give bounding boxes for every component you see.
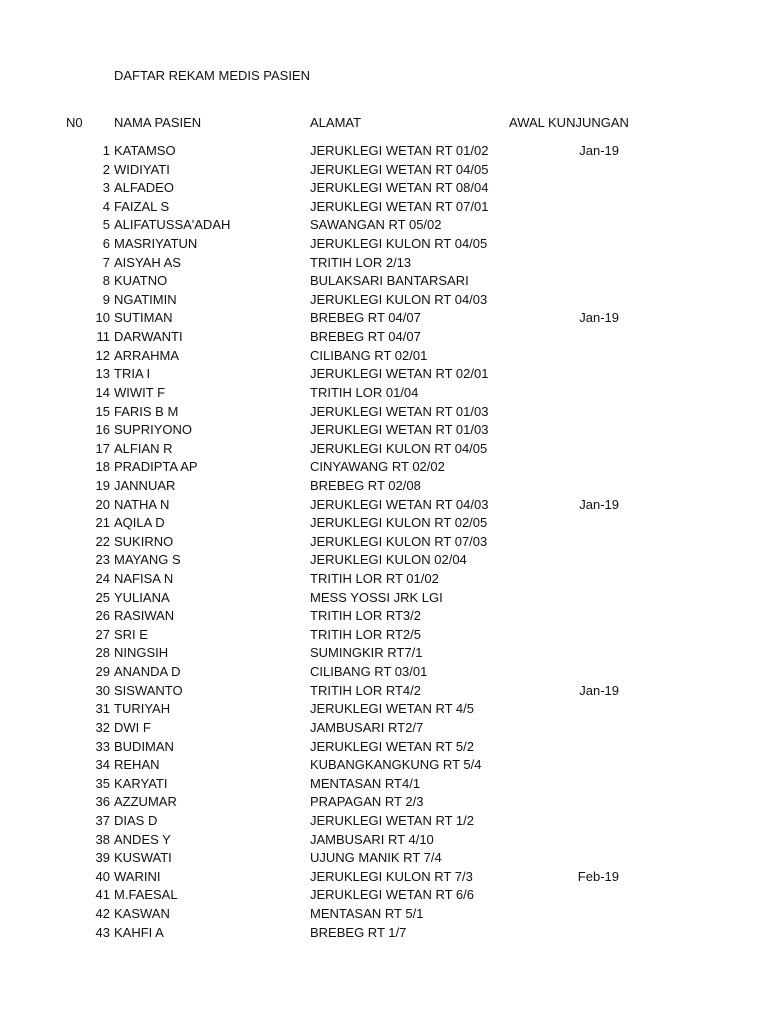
table-row — [0, 514, 768, 533]
row-number: 21 — [95, 515, 110, 531]
patient-name: DIAS D — [114, 812, 158, 828]
patient-address: JERUKLEGI WETAN RT 6/6 — [310, 887, 474, 903]
row-number: 28 — [95, 645, 110, 661]
table-row — [0, 700, 768, 719]
patient-name: MASRIYATUN — [114, 236, 198, 252]
table-row — [0, 440, 768, 459]
patient-address: JAMBUSARI RT 4/10 — [310, 831, 434, 847]
patient-table — [0, 142, 768, 942]
patient-address: MENTASAN RT 5/1 — [310, 905, 424, 921]
patient-name: KUSWATI — [114, 850, 172, 866]
patient-name: WIWIT F — [114, 384, 166, 400]
table-row — [0, 309, 768, 328]
row-number: 14 — [95, 384, 110, 400]
patient-name: YULIANA — [114, 589, 170, 605]
row-number: 24 — [95, 571, 110, 587]
table-row — [0, 533, 768, 552]
table-row — [0, 551, 768, 570]
row-number: 27 — [95, 626, 110, 642]
patient-name: KARYATI — [114, 775, 168, 791]
patient-address: SUMINGKIR RT7/1 — [310, 645, 423, 661]
table-row — [0, 793, 768, 812]
patient-name: AISYAH AS — [114, 254, 181, 270]
patient-name: NAFISA N — [114, 571, 174, 587]
patient-address: BREBEG RT 1/7 — [310, 924, 407, 940]
table-row — [0, 291, 768, 310]
row-number: 18 — [95, 459, 110, 475]
patient-name: JANNUAR — [114, 477, 176, 493]
table-row — [0, 235, 768, 254]
document-title: DAFTAR REKAM MEDIS PASIEN — [114, 68, 310, 83]
patient-address: JERUKLEGI WETAN RT 5/2 — [310, 738, 474, 754]
patient-name: AQILA D — [114, 515, 165, 531]
table-row — [0, 924, 768, 943]
table-row — [0, 384, 768, 403]
first-visit: Jan-19 — [579, 310, 619, 326]
first-visit: Jan-19 — [579, 143, 619, 158]
patient-name: WARINI — [114, 868, 161, 884]
patient-address: JERUKLEGI KULON RT 07/03 — [310, 533, 488, 549]
table-row — [0, 756, 768, 775]
row-number: 16 — [95, 422, 110, 438]
row-number: 19 — [95, 477, 110, 493]
patient-name: SRI E — [114, 626, 148, 642]
patient-address: JERUKLEGI WETAN RT 01/03 — [310, 422, 489, 438]
table-row — [0, 216, 768, 235]
row-number: 30 — [95, 682, 110, 698]
patient-address: KUBANGKANGKUNG RT 5/4 — [310, 757, 482, 773]
row-number: 32 — [95, 719, 110, 735]
row-number: 4 — [102, 198, 110, 214]
row-number: 6 — [102, 236, 110, 252]
row-number: 34 — [95, 757, 110, 773]
patient-address: JERUKLEGI WETAN RT 1/2 — [310, 812, 474, 828]
patient-address: JERUKLEGI KULON RT 04/05 — [310, 236, 488, 252]
patient-name: KATAMSO — [114, 143, 176, 158]
row-number: 25 — [95, 589, 110, 605]
table-row — [0, 607, 768, 626]
table-row — [0, 682, 768, 701]
patient-name: BUDIMAN — [114, 738, 174, 754]
table-row — [0, 272, 768, 291]
table-row — [0, 663, 768, 682]
patient-name: TURIYAH — [114, 701, 171, 717]
patient-name: PRADIPTA AP — [114, 459, 198, 475]
row-number: 15 — [95, 403, 110, 419]
row-number: 41 — [95, 887, 110, 903]
patient-address: JERUKLEGI WETAN RT 02/01 — [310, 366, 489, 382]
patient-name: NATHA N — [114, 496, 170, 512]
patient-name: FAIZAL S — [114, 198, 170, 214]
header-nama-pasien: NAMA PASIEN — [114, 115, 202, 130]
patient-name: SUPRIYONO — [114, 422, 193, 438]
patient-address: JERUKLEGI KULON RT 04/03 — [310, 291, 488, 307]
table-row — [0, 570, 768, 589]
patient-address: CINYAWANG RT 02/02 — [310, 459, 445, 475]
patient-name: SUKIRNO — [114, 533, 174, 549]
patient-address: JERUKLEGI WETAN RT 04/05 — [310, 161, 489, 177]
row-number: 39 — [95, 850, 110, 866]
patient-name: ARRAHMA — [114, 347, 180, 363]
row-number: 23 — [95, 552, 110, 568]
row-number: 17 — [95, 440, 110, 456]
patient-address: TRITIH LOR RT2/5 — [310, 626, 422, 642]
row-number: 20 — [95, 496, 110, 512]
first-visit: Feb-19 — [577, 868, 619, 884]
table-row — [0, 347, 768, 366]
patient-address: JERUKLEGI WETAN RT 4/5 — [310, 701, 474, 717]
patient-name: REHAN — [114, 757, 160, 773]
patient-address: BULAKSARI BANTARSARI — [310, 273, 469, 289]
row-number: 9 — [102, 291, 110, 307]
row-number: 12 — [95, 347, 110, 363]
patient-name: KUATNO — [114, 273, 168, 289]
patient-name: ALFIAN R — [114, 440, 173, 456]
patient-address: BREBEG RT 04/07 — [310, 310, 421, 326]
patient-address: BREBEG RT 02/08 — [310, 477, 421, 493]
row-number: 5 — [102, 217, 110, 233]
row-number: 36 — [95, 794, 110, 810]
patient-name: ANANDA D — [114, 664, 181, 680]
patient-address: JAMBUSARI RT2/7 — [310, 719, 424, 735]
patient-address: JERUKLEGI WETAN RT 01/03 — [310, 403, 489, 419]
table-row — [0, 328, 768, 347]
table-row — [0, 738, 768, 757]
patient-name: ALFADEO — [114, 180, 174, 196]
patient-address: UJUNG MANIK RT 7/4 — [310, 850, 442, 866]
row-number: 13 — [95, 366, 110, 382]
row-number: 38 — [95, 831, 110, 847]
table-row — [0, 812, 768, 831]
patient-name: M.FAESAL — [114, 887, 178, 903]
table-row — [0, 589, 768, 608]
patient-name: SUTIMAN — [114, 310, 173, 326]
row-number: 7 — [102, 254, 110, 270]
table-row — [0, 868, 768, 887]
row-number: 33 — [95, 738, 110, 754]
table-row — [0, 496, 768, 515]
table-row — [0, 849, 768, 868]
header-awal-kunjungan: AWAL KUNJUNGAN — [509, 115, 629, 130]
patient-address: JERUKLEGI WETAN RT 04/03 — [310, 496, 489, 512]
row-number: 35 — [95, 775, 110, 791]
patient-name: RASIWAN — [114, 608, 175, 624]
patient-name: DWI F — [114, 719, 151, 735]
row-number: 1 — [102, 143, 110, 158]
row-number: 31 — [95, 701, 110, 717]
patient-name: WIDIYATI — [114, 161, 170, 177]
row-number: 43 — [95, 924, 110, 940]
row-number: 2 — [102, 161, 110, 177]
patient-address: TRITIH LOR RT3/2 — [310, 608, 422, 624]
patient-address: JERUKLEGI KULON RT 02/05 — [310, 515, 488, 531]
table-row — [0, 421, 768, 440]
patient-address: TRITIH LOR RT 01/02 — [310, 571, 439, 587]
patient-name: ALIFATUSSA'ADAH — [114, 217, 231, 233]
patient-name: DARWANTI — [114, 329, 183, 345]
table-row — [0, 775, 768, 794]
patient-name: NGATIMIN — [114, 291, 177, 307]
patient-address: TRITIH LOR RT4/2 — [310, 682, 422, 698]
table-row — [0, 477, 768, 496]
row-number: 29 — [95, 664, 110, 680]
table-row — [0, 719, 768, 738]
header-no: N0 — [66, 115, 83, 130]
table-row — [0, 886, 768, 905]
patient-address: JERUKLEGI WETAN RT 07/01 — [310, 198, 489, 214]
table-row — [0, 365, 768, 384]
row-number: 22 — [95, 533, 110, 549]
table-row — [0, 458, 768, 477]
first-visit: Jan-19 — [579, 682, 619, 698]
table-row — [0, 626, 768, 645]
row-number: 11 — [96, 329, 110, 345]
row-number: 8 — [102, 273, 110, 289]
header-alamat: ALAMAT — [310, 115, 362, 130]
row-number: 26 — [95, 608, 110, 624]
table-row — [0, 142, 768, 161]
patient-name: AZZUMAR — [114, 794, 177, 810]
table-row — [0, 179, 768, 198]
patient-address: BREBEG RT 04/07 — [310, 329, 421, 345]
patient-name: FARIS B M — [114, 403, 179, 419]
patient-address: JERUKLEGI KULON 02/04 — [310, 552, 467, 568]
patient-name: ANDES Y — [114, 831, 171, 847]
patient-address: MENTASAN RT4/1 — [310, 775, 421, 791]
table-row — [0, 831, 768, 850]
patient-name: MAYANG S — [114, 552, 181, 568]
patient-name: KAHFI A — [114, 924, 164, 940]
patient-name: KASWAN — [114, 905, 170, 921]
patient-address: JERUKLEGI WETAN RT 08/04 — [310, 180, 489, 196]
first-visit: Jan-19 — [579, 496, 619, 512]
table-row — [0, 198, 768, 217]
patient-address: TRITIH LOR 2/13 — [310, 254, 412, 270]
patient-name: NINGSIH — [114, 645, 169, 661]
patient-address: CILIBANG RT 02/01 — [310, 347, 428, 363]
row-number: 42 — [95, 905, 110, 921]
patient-name: TRIA I — [114, 366, 151, 382]
row-number: 40 — [95, 868, 110, 884]
table-row — [0, 161, 768, 180]
table-row — [0, 254, 768, 273]
patient-address: PRAPAGAN RT 2/3 — [310, 794, 424, 810]
table-row — [0, 905, 768, 924]
patient-address: JERUKLEGI WETAN RT 01/02 — [310, 143, 489, 158]
patient-address: MESS YOSSI JRK LGI — [310, 589, 443, 605]
table-row — [0, 403, 768, 422]
patient-address: JERUKLEGI KULON RT 04/05 — [310, 440, 488, 456]
patient-address: TRITIH LOR 01/04 — [310, 384, 419, 400]
row-number: 10 — [95, 310, 110, 326]
patient-name: SISWANTO — [114, 682, 183, 698]
patient-address: CILIBANG RT 03/01 — [310, 664, 428, 680]
row-number: 37 — [95, 812, 110, 828]
row-number: 3 — [102, 180, 110, 196]
patient-address: JERUKLEGI KULON RT 7/3 — [310, 868, 473, 884]
patient-address: SAWANGAN RT 05/02 — [310, 217, 442, 233]
table-row — [0, 644, 768, 663]
